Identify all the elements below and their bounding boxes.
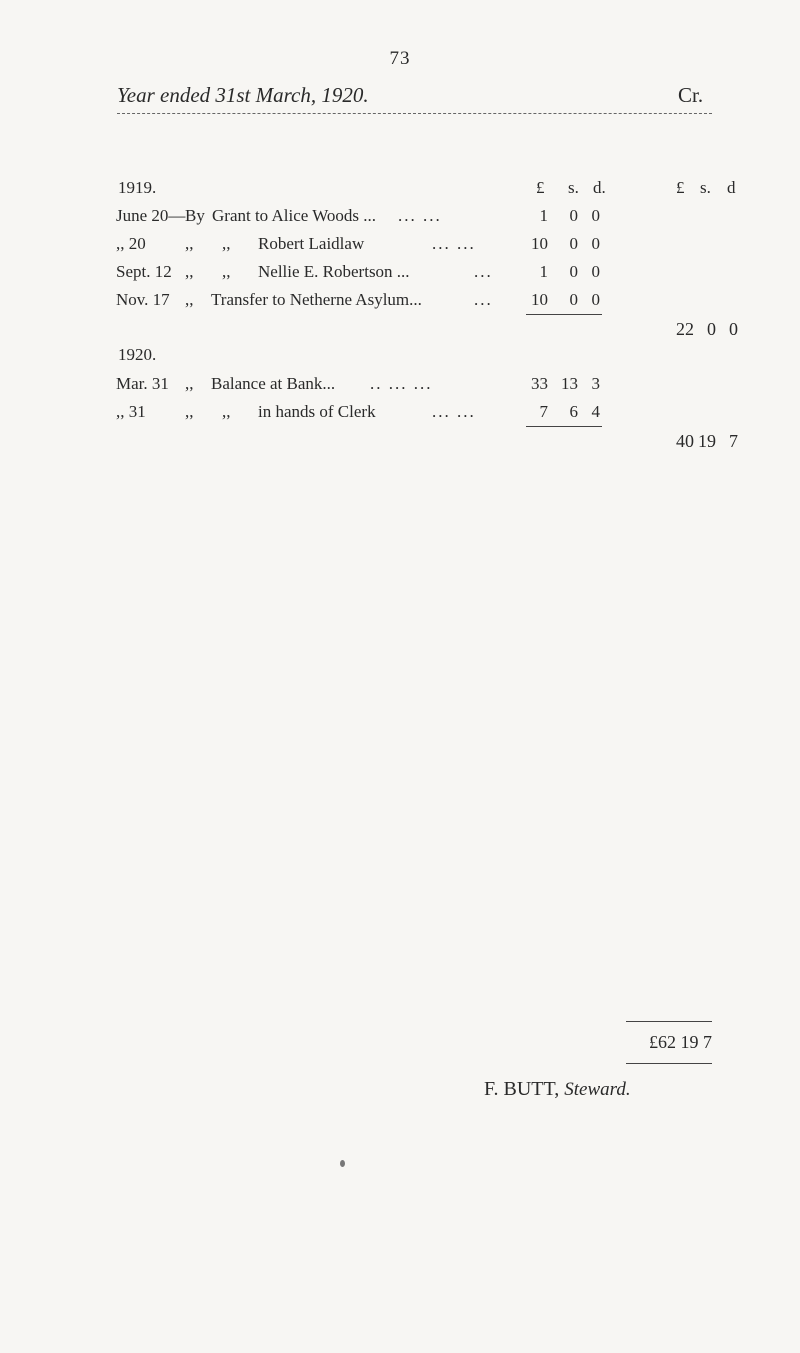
signature-name: F. BUTT, bbox=[484, 1078, 560, 1100]
entry-by: ,, bbox=[185, 374, 194, 393]
grand-total: £62 19 7 bbox=[649, 1032, 712, 1052]
entry-ditto: ,, bbox=[222, 234, 231, 253]
subtotal-pence: 0 bbox=[729, 319, 738, 339]
total-rule-top bbox=[626, 1021, 712, 1022]
page-number: 73 bbox=[389, 48, 411, 69]
entry-pounds: 7 bbox=[539, 402, 548, 421]
entry-shillings: 0 bbox=[569, 206, 578, 225]
entry-leader: ... bbox=[474, 262, 493, 281]
entry-shillings: 0 bbox=[569, 290, 578, 309]
entry-date: ,, 20 bbox=[116, 234, 146, 253]
entry-ditto: ,, bbox=[222, 262, 231, 281]
entry-description: Transfer to Netherne Asylum... bbox=[211, 290, 422, 309]
year-heading-1919: 1919. bbox=[118, 178, 157, 197]
entry-date: ,, 31 bbox=[116, 402, 146, 421]
entry-leader: .. ... ... bbox=[370, 374, 433, 393]
outer-shillings-heading: s. bbox=[700, 178, 711, 197]
entry-shillings: 0 bbox=[569, 234, 578, 253]
entry-date: Nov. 17 bbox=[116, 290, 170, 309]
entry-by: By bbox=[185, 206, 205, 225]
entry-leader: ... ... bbox=[432, 234, 476, 253]
subtotal-pounds: 40 bbox=[676, 431, 694, 451]
entry-shillings: 13 bbox=[561, 374, 578, 393]
subtotal-shillings: 19 bbox=[698, 431, 716, 451]
entry-pence: 0 bbox=[591, 262, 600, 281]
entry-by: ,, bbox=[185, 262, 194, 281]
entry-date: Sept. 12 bbox=[116, 262, 172, 281]
subtotal-pounds: 22 bbox=[676, 319, 694, 339]
subtotal-shillings: 0 bbox=[707, 319, 716, 339]
entry-pounds: 1 bbox=[539, 262, 548, 281]
entry-pence: 3 bbox=[591, 374, 600, 393]
credit-label: Cr. bbox=[678, 83, 704, 107]
subtotal-rule bbox=[526, 314, 602, 315]
entry-leader: ... ... bbox=[398, 206, 442, 225]
entry-by: ,, bbox=[185, 290, 194, 309]
entry-pence: 0 bbox=[591, 206, 600, 225]
year-heading-1920: 1920. bbox=[118, 345, 157, 364]
signature-title: Steward. bbox=[564, 1079, 631, 1100]
outer-pence-heading: d bbox=[727, 178, 736, 197]
entry-pounds: 33 bbox=[531, 374, 548, 393]
subtotal-rule bbox=[526, 426, 602, 427]
entry-by: ,, bbox=[185, 234, 194, 253]
entry-shillings: 0 bbox=[569, 262, 578, 281]
entry-leader: ... bbox=[474, 290, 493, 309]
entry-description: Robert Laidlaw bbox=[258, 234, 365, 253]
page-title: Year ended 31st March, 1920. bbox=[117, 83, 369, 107]
header-divider bbox=[117, 113, 712, 114]
entry-ditto: ,, bbox=[222, 402, 231, 421]
entry-date: Mar. 31 bbox=[116, 374, 169, 393]
entry-pence: 0 bbox=[591, 234, 600, 253]
entry-pence: 4 bbox=[591, 402, 600, 421]
entry-description: Grant to Alice Woods ... bbox=[212, 206, 377, 225]
inner-pence-heading: d. bbox=[593, 178, 606, 197]
entry-pounds: 1 bbox=[539, 206, 548, 225]
entry-pounds: 10 bbox=[531, 234, 548, 253]
total-rule-bottom bbox=[626, 1063, 712, 1064]
entry-description: in hands of Clerk bbox=[258, 402, 376, 421]
paper-speck bbox=[340, 1160, 345, 1167]
entry-leader: ... ... bbox=[432, 402, 476, 421]
entry-shillings: 6 bbox=[569, 402, 578, 421]
signature bbox=[484, 1078, 631, 1101]
outer-pounds-heading: £ bbox=[676, 178, 685, 197]
subtotal-pence: 7 bbox=[729, 431, 738, 451]
inner-pounds-heading: £ bbox=[536, 178, 545, 197]
entry-by: ,, bbox=[185, 402, 194, 421]
inner-shillings-heading: s. bbox=[568, 178, 579, 197]
entry-pounds: 10 bbox=[531, 290, 548, 309]
entry-date: June 20— bbox=[116, 206, 186, 225]
entry-pence: 0 bbox=[591, 290, 600, 309]
entry-description: Nellie E. Robertson ... bbox=[258, 262, 410, 281]
entry-description: Balance at Bank... bbox=[211, 374, 336, 393]
